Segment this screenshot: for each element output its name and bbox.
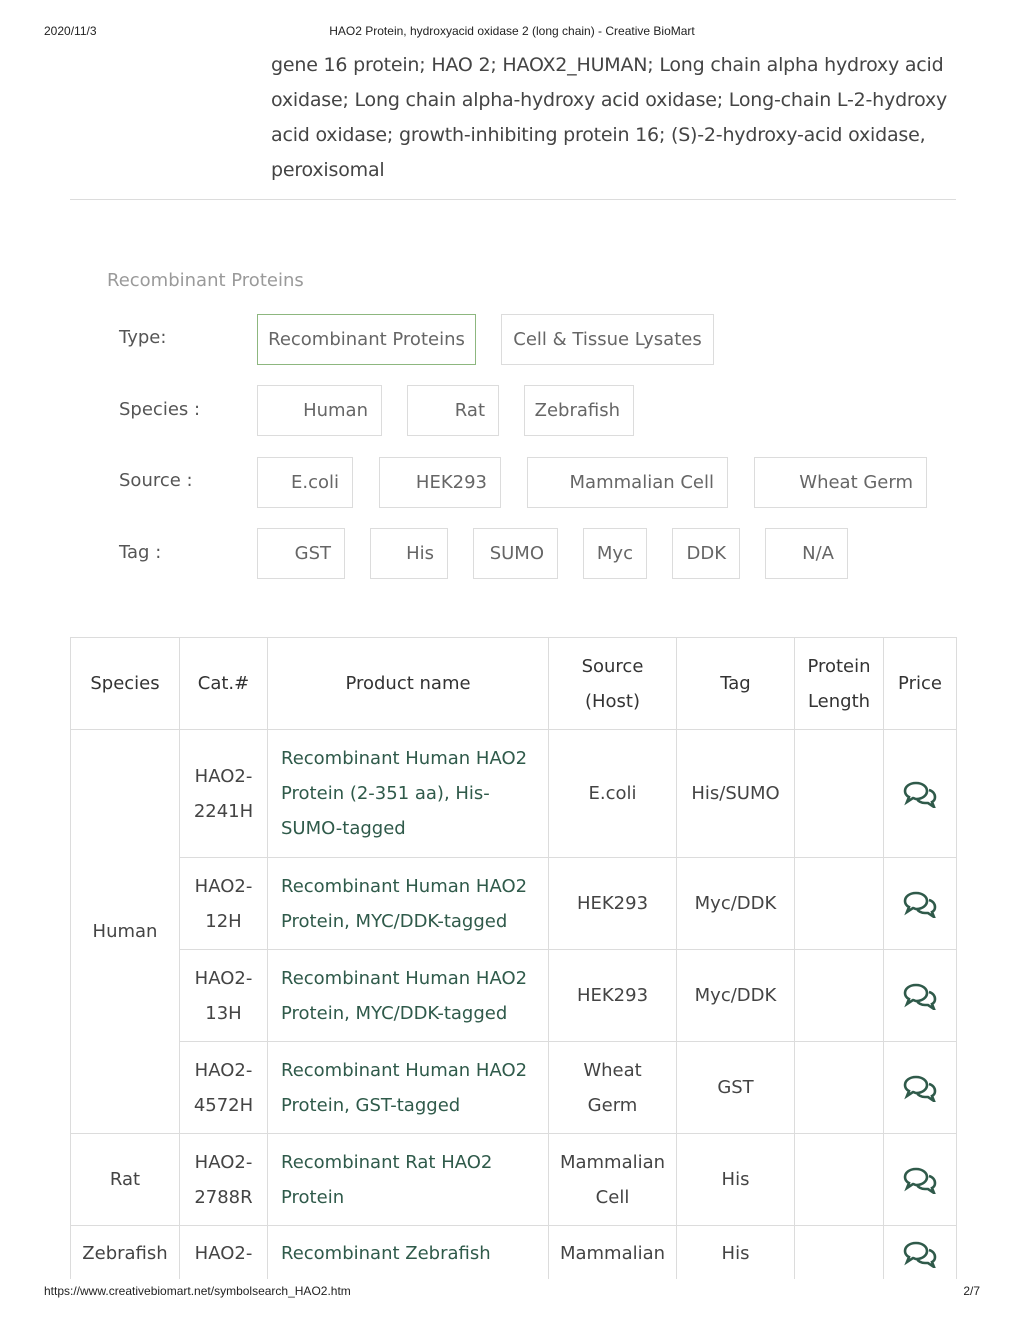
filter-source-hek293[interactable]: HEK293 [379,457,501,508]
filter-tag-ddk[interactable]: DDK [672,528,740,579]
length-cell [795,950,884,1042]
cat-cell [180,730,268,858]
tag-cell: His/SUMO [677,730,795,858]
cat-cell: HAO2- [180,1226,268,1300]
header-source [549,638,677,730]
filter-type-cell-tissue-lysates[interactable]: Cell & Tissue Lysates [501,314,714,365]
table-row [71,1042,957,1134]
filter-label-source: Source : [119,470,193,491]
price-cell [884,1042,957,1134]
source-cell: HEK293 [549,950,677,1042]
source-value: Wheat Germ [583,1059,642,1116]
chat-bubbles-icon[interactable] [903,1074,937,1102]
table-header-row [71,638,957,730]
filter-source-mammalian-cell[interactable]: Mammalian Cell [527,457,728,508]
price-cell [884,730,957,858]
product-link[interactable]: Recombinant Zebrafish [268,1226,549,1300]
species-cell: Human [71,730,180,1134]
product-link[interactable]: Recombinant Human HAO2 Protein (2-351 aa), His-SUMO-tagged [268,730,549,858]
header-tag: Tag [677,638,795,730]
filter-label-tag: Tag : [119,542,162,563]
chat-bubbles-icon[interactable] [903,1240,937,1268]
chat-bubbles-icon[interactable] [903,780,937,808]
cat-number: HAO2-2788R [194,1151,253,1208]
filter-species-zebrafish[interactable]: Zebrafish [524,385,634,436]
filter-label-species: Species : [119,399,201,420]
tag-cell: His [677,1134,795,1226]
header-cat: Cat.# [180,638,268,730]
filter-tag-sumo[interactable]: SUMO [473,528,558,579]
table-row [71,950,957,1042]
filter-type-recombinant-proteins[interactable]: Recombinant Proteins [257,314,476,365]
product-link[interactable]: Recombinant Human HAO2 Protein, GST-tagged [268,1042,549,1134]
source-cell: Mammalian [549,1226,677,1300]
cat-number: HAO2-13H [194,967,253,1024]
print-header [0,24,1024,40]
header-length-label: Protein Length [807,655,871,712]
table-row [71,858,957,950]
filter-source-wheat-germ[interactable]: Wheat Germ [754,457,927,508]
length-cell [795,1134,884,1226]
length-cell [795,730,884,858]
tag-cell: GST [677,1042,795,1134]
chat-bubbles-icon[interactable] [903,890,937,918]
tag-cell: His [677,1226,795,1300]
species-cell: Zebrafish [71,1226,180,1300]
tag-cell: Myc/DDK [677,950,795,1042]
source-cell: E.coli [549,730,677,858]
chat-bubbles-icon[interactable] [903,1166,937,1194]
product-link[interactable]: Recombinant Human HAO2 Protein, MYC/DDK-tagged [268,950,549,1042]
tag-cell: Myc/DDK [677,858,795,950]
cat-cell [180,1134,268,1226]
filter-tag-myc[interactable]: Myc [583,528,647,579]
product-link[interactable]: Recombinant Rat HAO2 Protein [268,1134,549,1226]
filter-label-type: Type: [119,327,167,348]
synonyms-text: gene 16 protein; HAO 2; HAOX2_HUMAN; Long chain alpha hydroxy acid oxidase; Long chain alpha-hydroxy acid oxidase; Long-chain L-2-hydroxy acid oxidase; growth-inhibiting protein 16; (S)-2-hydroxy-acid oxidase, peroxisomal [271,54,948,181]
header-product-name: Product name [268,638,549,730]
price-cell [884,858,957,950]
product-link[interactable]: Recombinant Human HAO2 Protein, MYC/DDK-tagged [268,858,549,950]
cat-cell [180,1042,268,1134]
header-protein-length [795,638,884,730]
filter-tag-na[interactable]: N/A [765,528,848,579]
header-species: Species [71,638,180,730]
filter-species-rat[interactable]: Rat [407,385,499,436]
header-price: Price [884,638,957,730]
cat-number: HAO2-12H [194,875,253,932]
table-row [71,730,957,858]
table-row [71,1134,957,1226]
print-date: 2020/11/3 [44,24,97,38]
header-source-label: Source (Host) [581,655,644,712]
divider [70,199,956,200]
cat-cell [180,858,268,950]
print-page-title: HAO2 Protein, hydroxyacid oxidase 2 (long chain) - Creative BioMart [329,24,695,38]
source-cell [549,1042,677,1134]
price-cell [884,1134,957,1226]
source-cell: Mammalian Cell [549,1134,677,1226]
species-cell: Rat [71,1134,180,1226]
product-table [70,637,957,1300]
cat-number: HAO2-4572H [193,1059,254,1116]
filter-tag-gst[interactable]: GST [257,528,345,579]
length-cell [795,858,884,950]
section-title: Recombinant Proteins [107,270,304,291]
print-page-number: 2/7 [963,1284,980,1298]
length-cell [795,1042,884,1134]
cat-number: HAO2-2241H [193,765,254,822]
filter-tag-his[interactable]: His [370,528,448,579]
print-footer [0,1284,1024,1300]
filter-source-ecoli[interactable]: E.coli [257,457,353,508]
print-url: https://www.creativebiomart.net/symbolsearch_HAO2.htm [44,1284,351,1298]
source-cell: HEK293 [549,858,677,950]
filter-species-human[interactable]: Human [257,385,382,436]
chat-bubbles-icon[interactable] [903,982,937,1010]
cat-cell [180,950,268,1042]
price-cell [884,950,957,1042]
